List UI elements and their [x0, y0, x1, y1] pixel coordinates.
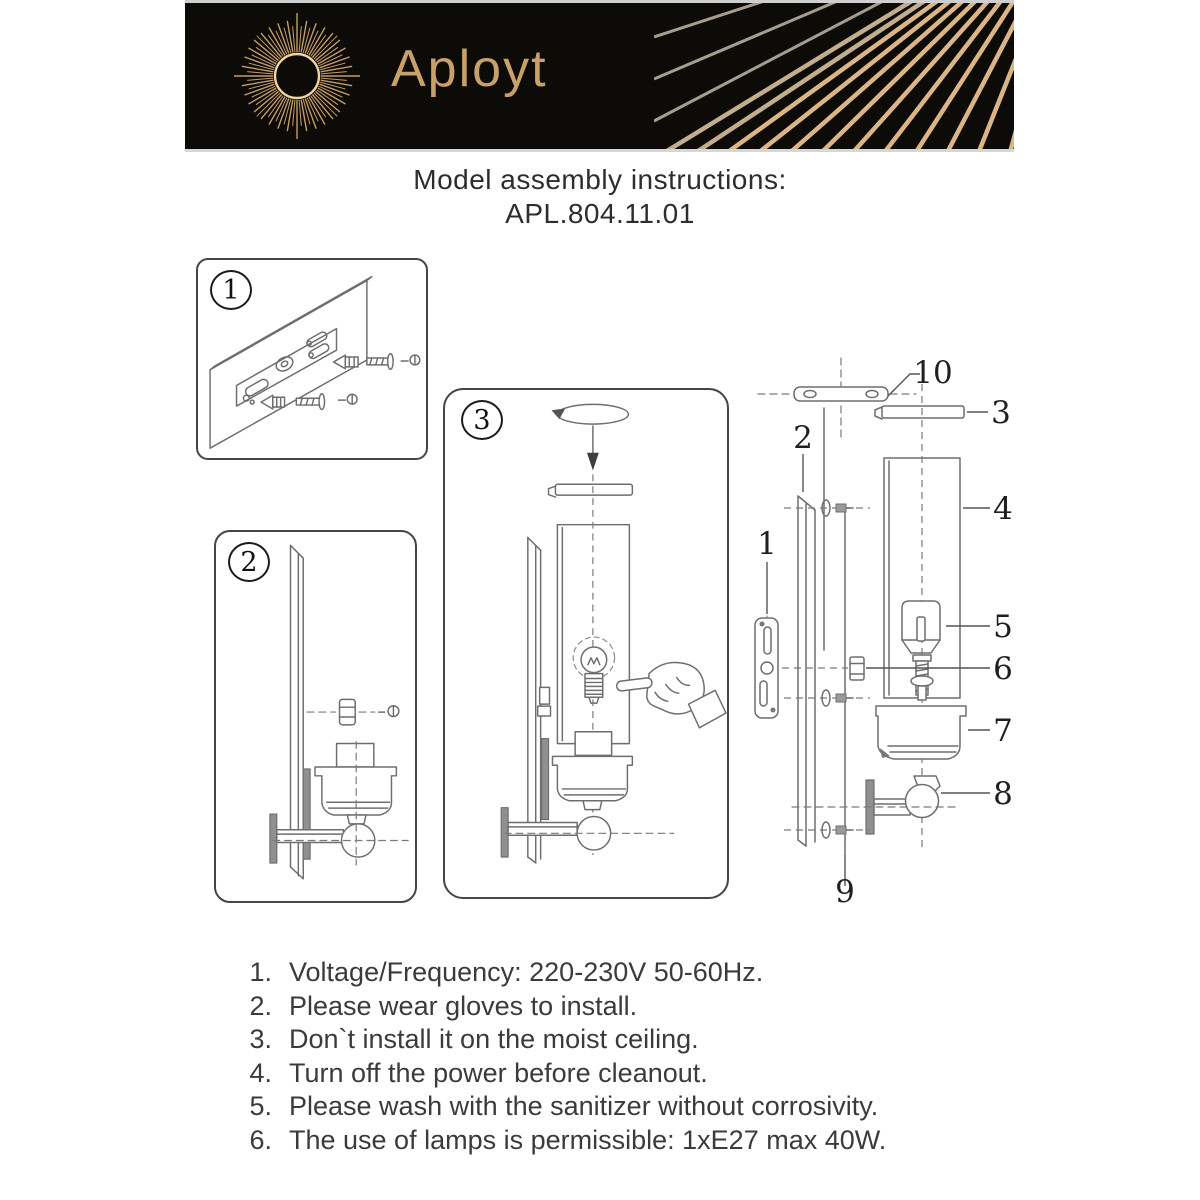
rotation-arrow-icon — [551, 404, 628, 470]
backplate-part-2 — [798, 408, 824, 846]
instruction-text: Voltage/Frequency: 220-230V 50-60Hz. — [289, 957, 764, 987]
cap-ring — [549, 484, 633, 497]
lamp-base — [501, 732, 674, 857]
instruction-text: Please wear gloves to install. — [289, 990, 638, 1021]
corner-rays-decoration — [654, 3, 1014, 152]
body-cup-part-7 — [876, 706, 966, 759]
instructions-list — [230, 956, 1020, 1158]
callout-label-10: 10 — [913, 355, 953, 391]
instruction-text: Turn off the power before cleanout. — [289, 1057, 708, 1088]
instruction-item — [230, 1023, 1020, 1057]
step-3-illustration — [445, 390, 727, 897]
instruction-number: 5. — [249, 1091, 272, 1122]
instruction-item — [230, 956, 1020, 990]
hand-illustration — [616, 662, 726, 727]
callout-label-6: 6 — [993, 651, 1013, 687]
instruction-number: 4. — [249, 1057, 272, 1088]
locknut-part-6-left — [782, 657, 864, 680]
instruction-number: 6. — [249, 1124, 272, 1155]
instruction-item — [230, 990, 1020, 1024]
instruction-text: Don`t install it on the moist ceiling. — [289, 1024, 699, 1055]
assembly-step-panel-1 — [196, 258, 428, 460]
sunburst-logo-icon — [227, 6, 367, 146]
callout-label-8: 8 — [993, 776, 1013, 812]
callout-label-3: 3 — [991, 395, 1011, 431]
locknut-and-screw — [307, 699, 399, 724]
instruction-item — [230, 1057, 1020, 1091]
wall-arm-knob-part-8 — [792, 776, 960, 834]
callout-label-9: 9 — [835, 874, 855, 910]
callout-label-1: 1 — [757, 526, 777, 562]
callout-label-4: 4 — [993, 491, 1013, 527]
model-number: APL.804.11.01 — [505, 198, 695, 229]
step-number-badge: 3 — [461, 400, 503, 440]
backplate-side-view — [291, 545, 304, 878]
brand-name: Aployt — [391, 40, 548, 98]
assembly-step-panel-3 — [443, 388, 729, 899]
assembly-step-panel-2 — [214, 530, 417, 903]
instruction-item — [230, 1124, 1020, 1158]
callout-label-2: 2 — [793, 420, 813, 456]
step-number-badge: 1 — [210, 270, 252, 310]
cap-ring-part-3 — [875, 406, 964, 419]
callout-label-5: 5 — [993, 609, 1013, 645]
instruction-number: 1. — [249, 957, 272, 987]
header-banner — [185, 0, 1014, 152]
instruction-item — [230, 1090, 1020, 1124]
instruction-number: 2. — [249, 990, 272, 1021]
step-2-illustration — [216, 532, 415, 901]
step-number-badge: 2 — [228, 542, 270, 582]
bracket-part-1 — [755, 616, 778, 718]
page-title: Model assembly instructions: — [413, 164, 787, 195]
instruction-number: 3. — [249, 1024, 272, 1055]
instruction-text: Please wash with the sanitizer without corrosivity. — [289, 1091, 879, 1122]
mounting-bar-part-10 — [758, 358, 916, 440]
parts-diagram — [740, 350, 1040, 910]
callout-label-7: 7 — [993, 713, 1013, 749]
instruction-text: The use of lamps is permissible: 1xE27 max 40W. — [289, 1124, 887, 1155]
